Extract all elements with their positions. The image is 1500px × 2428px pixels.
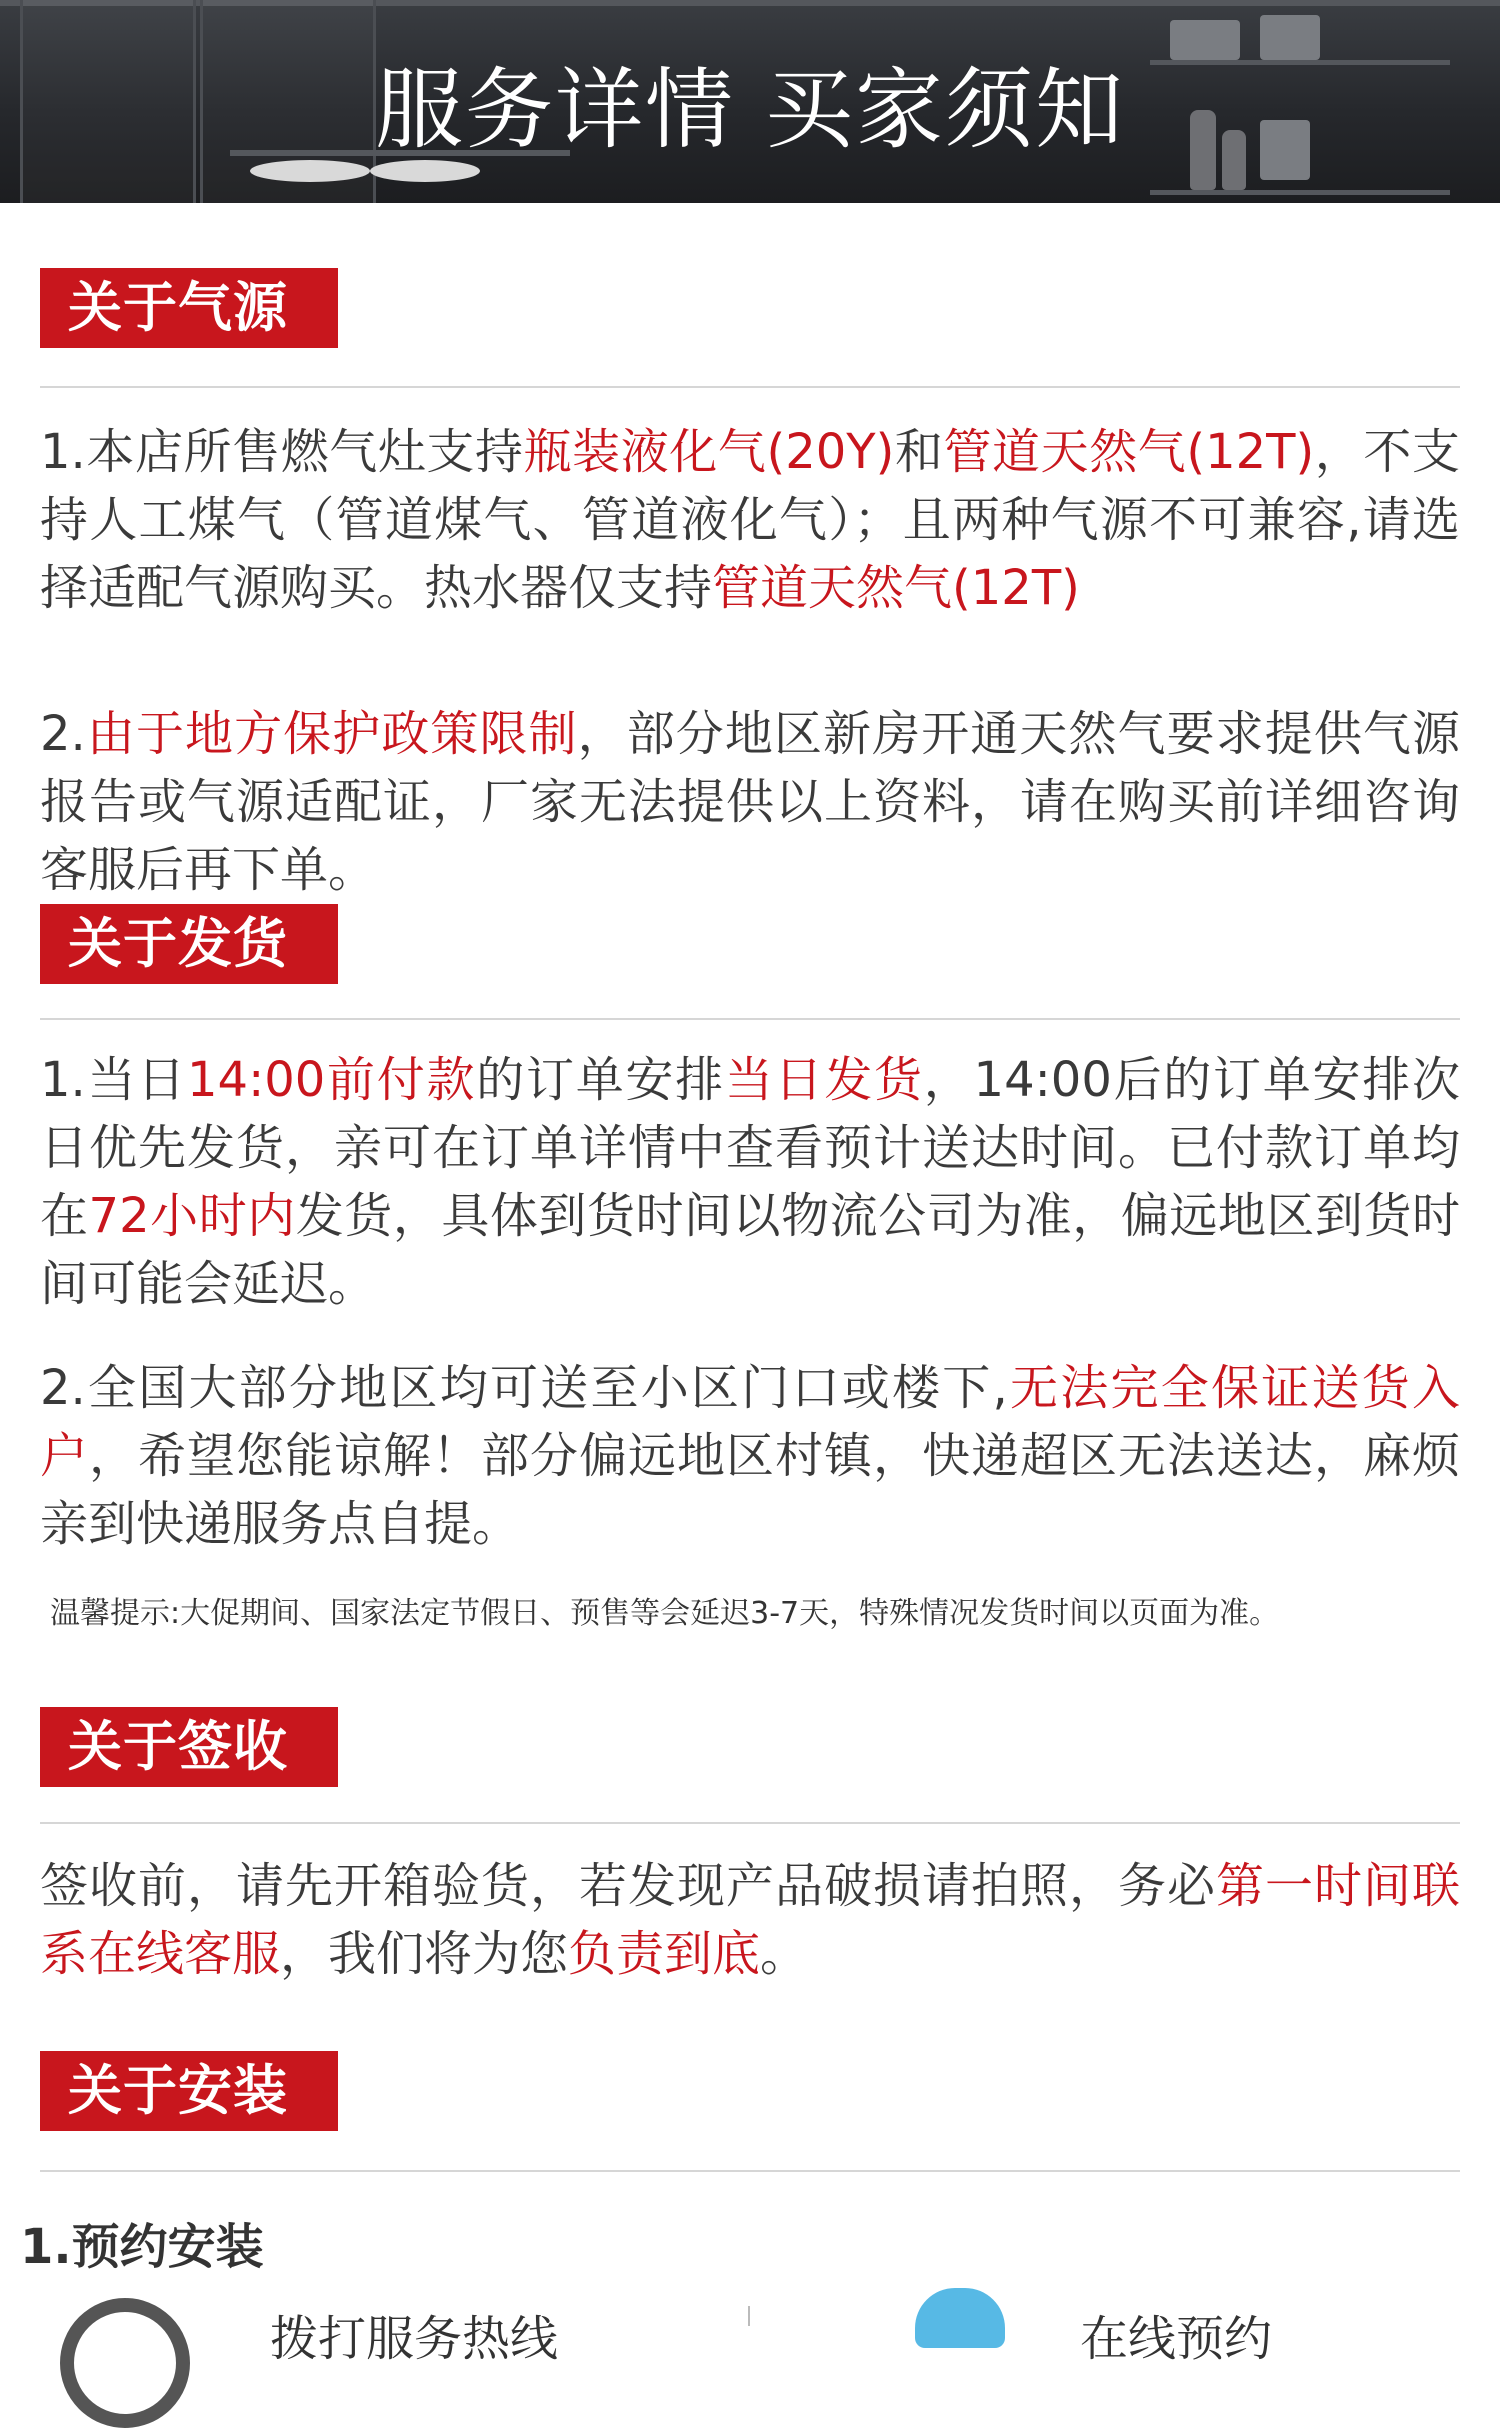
body-text: ，希望您能谅解！部分偏远地区村镇，快递超区无法送达，麻烦亲到快递服务点自提。 <box>40 1428 1460 1552</box>
highlight-text: 由于地方保护政策限制 <box>85 706 578 762</box>
body-text: 2. <box>40 706 86 762</box>
phone-ring-icon <box>60 2298 190 2428</box>
gas-paragraph-1 <box>40 418 1460 622</box>
page-title: 服务详情 买家须知 <box>375 58 1125 161</box>
footer-divider <box>748 2306 750 2326</box>
highlight-text: 72小时内 <box>88 1188 296 1244</box>
divider <box>40 2170 1460 2172</box>
highlight-text: 第一时间联系在线客服 <box>40 1858 1460 1982</box>
dolphin-icon <box>915 2288 1005 2348</box>
body-text: 和 <box>894 424 944 480</box>
highlight-text: 负责到底 <box>568 1926 761 1982</box>
body-text: ，14:00后的订单安排次日优先发货，亲可在订单详情中查看预计送达时间。已付款订单均在 <box>40 1052 1460 1244</box>
gas-paragraph-2 <box>40 700 1460 904</box>
body-text: 1.当日 <box>40 1052 187 1108</box>
shipping-tip: 温馨提示:大促期间、国家法定节假日、预售等会延迟3-7天，特殊情况发货时间以页面为准。 <box>50 1596 1280 1631</box>
highlight-text: 无法完全保证送货入户 <box>40 1360 1460 1484</box>
highlight-text: 管道天然气(12T) <box>712 560 1080 616</box>
body-text: 签收前，请先开箱验货，若发现产品破损请拍照，务必 <box>40 1858 1216 1914</box>
body-text: 1.本店所售燃气灶支持 <box>40 424 524 480</box>
highlight-text: 管道天然气(12T) <box>943 424 1315 480</box>
signing-paragraph <box>40 1852 1460 1988</box>
shipping-paragraph-2 <box>40 1354 1460 1558</box>
body-text: 2.全国大部分地区均可送至小区门口或楼下, <box>40 1360 1008 1416</box>
divider <box>40 1822 1460 1824</box>
install-subheading: 1.预约安装 <box>20 2219 264 2275</box>
body-text: 发货，具体到货时间以物流公司为准，偏远地区到货时间可能会延迟。 <box>40 1188 1460 1312</box>
divider <box>40 1018 1460 1020</box>
header-banner <box>0 0 1500 203</box>
divider <box>40 386 1460 388</box>
highlight-text: 14:00前付款 <box>186 1052 477 1108</box>
body-text: ，部分地区新房开通天然气要求提供气源报告或气源适配证，厂家无法提供以上资料，请在购买前详细咨询客服后再下单。 <box>40 706 1460 898</box>
body-text: ，我们将为您 <box>280 1926 569 1982</box>
shipping-paragraph-1 <box>40 1046 1460 1318</box>
online-booking-label[interactable]: 在线预约 <box>1080 2311 1273 2367</box>
section-tag-shipping: 关于发货 <box>40 904 338 984</box>
section-tag-signing: 关于签收 <box>40 1707 338 1787</box>
body-text: 的订单安排 <box>476 1052 725 1108</box>
section-tag-install: 关于安装 <box>40 2051 338 2131</box>
section-tag-gas: 关于气源 <box>40 268 338 348</box>
highlight-text: 当日发货 <box>724 1052 924 1108</box>
service-hotline-label[interactable]: 拨打服务热线 <box>270 2311 559 2367</box>
body-text: 。 <box>760 1926 809 1982</box>
body-text: ，不支持人工煤气（管道煤气、管道液化气）；且两种气源不可兼容,请选择适配气源购买。热水器仅支持 <box>40 424 1460 616</box>
highlight-text: 瓶装液化气(20Y) <box>523 424 895 480</box>
